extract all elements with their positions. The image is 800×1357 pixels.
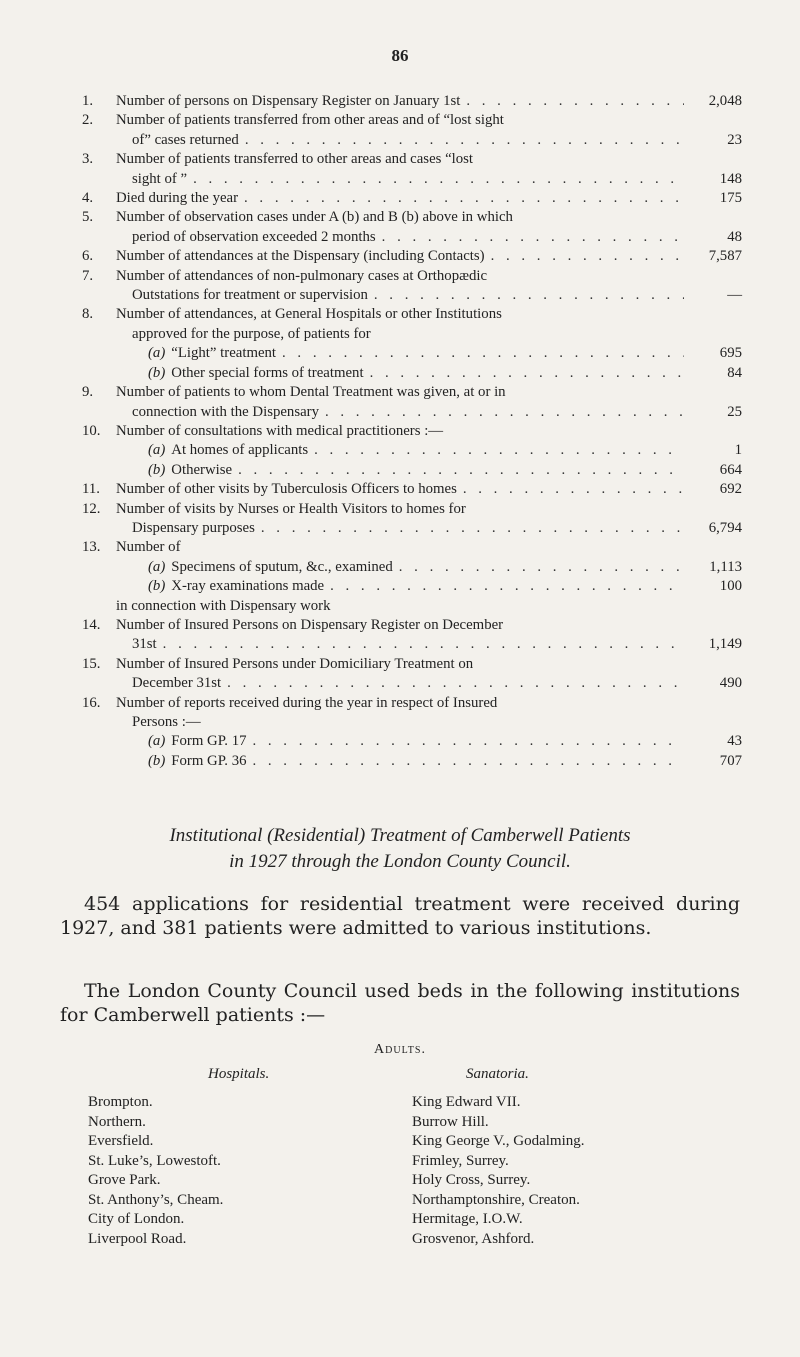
stat-text: Otherwise <box>171 461 233 478</box>
section-heading-line-2: in 1927 through the London County Council. <box>229 851 571 872</box>
stat-row <box>82 247 742 266</box>
dot-leader <box>244 189 684 208</box>
stat-text: Specimens of sputum, &c., examined <box>171 558 393 575</box>
stat-row <box>82 480 742 499</box>
stat-text: Other special forms of treatment <box>171 364 364 381</box>
stat-row <box>82 208 742 247</box>
stat-number: 9. <box>82 384 94 401</box>
stat-text: Number of visits by Nurses or Health Visitors to homes for <box>116 500 466 517</box>
stat-text: Number of Insured Persons under Domiciliary Treatment on <box>116 655 474 672</box>
hospital-item: St. Luke’s, Lowestoft. <box>88 1152 221 1169</box>
stat-number: 10. <box>82 422 101 439</box>
dot-leader <box>245 131 684 150</box>
stat-line <box>116 616 742 635</box>
stat-line <box>116 597 742 616</box>
dot-leader <box>374 286 684 305</box>
stat-number: 7. <box>82 267 94 284</box>
stat-text: Number of consultations with medical practitioners :— <box>116 422 444 439</box>
stat-text: Form GP. 36 <box>171 752 247 769</box>
stat-text: Number of attendances, at General Hospitals or other Institutions <box>116 306 502 323</box>
stat-sub-label: (a) <box>148 733 166 750</box>
stat-value: 100 <box>719 578 742 595</box>
dot-leader <box>238 461 684 480</box>
stat-line <box>116 325 742 344</box>
stat-line <box>116 364 742 383</box>
stat-text: Died during the year <box>116 190 239 207</box>
stat-line <box>116 732 742 751</box>
stat-text: of” cases returned <box>132 131 239 148</box>
stat-text: in connection with Dispensary work <box>116 597 331 614</box>
stat-row <box>82 150 742 189</box>
dot-leader <box>261 519 684 538</box>
stat-number: 8. <box>82 306 94 323</box>
stat-line <box>116 713 742 732</box>
hospital-item: Eversfield. <box>88 1133 154 1149</box>
dot-leader <box>370 364 684 383</box>
hospital-item: City of London. <box>88 1211 185 1227</box>
stat-line <box>116 752 742 771</box>
stat-row <box>82 655 742 694</box>
stat-value: 6,794 <box>708 519 742 536</box>
stat-line <box>116 441 742 460</box>
dot-leader <box>253 732 685 751</box>
stat-value: 48 <box>727 228 742 245</box>
stat-value: 2,048 <box>708 93 742 109</box>
stat-number: 11. <box>82 481 100 498</box>
stat-number: 4. <box>82 190 94 207</box>
stat-row <box>82 305 742 383</box>
stat-row <box>82 422 742 480</box>
stat-sub-label: (b) <box>148 461 166 478</box>
stat-value: 490 <box>719 675 742 692</box>
stat-line <box>116 286 742 305</box>
sanatorium-item: King Edward VII. <box>412 1094 521 1110</box>
section-heading <box>60 823 740 875</box>
hospital-item: St. Anthony’s, Cheam. <box>88 1191 224 1208</box>
adults-heading: Adults. <box>374 1042 426 1057</box>
stat-sub-label: (a) <box>148 345 166 362</box>
sanatorium-item: King George V., Godalming. <box>412 1133 585 1149</box>
stat-line <box>116 519 742 538</box>
stat-sub-label: (b) <box>148 364 166 381</box>
stat-number: 1. <box>82 93 94 109</box>
dot-leader <box>382 228 684 247</box>
stat-text: 31st <box>132 636 157 653</box>
stat-line <box>116 674 742 693</box>
stat-line <box>116 170 742 189</box>
sanatorium-item: Hermitage, I.O.W. <box>412 1211 523 1227</box>
statistics-list <box>82 92 742 771</box>
dot-leader <box>325 403 684 422</box>
stat-text: Form GP. 17 <box>171 733 247 750</box>
stat-line <box>116 92 742 111</box>
stat-text: Number of patients transferred to other areas and cases “lost <box>116 151 474 168</box>
stat-line <box>116 635 742 654</box>
stat-text: Number of patients to whom Dental Treatment was given, at or in <box>116 384 506 401</box>
stat-line <box>116 577 742 596</box>
stat-text: Number of persons on Dispensary Register on January 1st <box>116 93 461 109</box>
stat-line <box>116 208 742 227</box>
page-number: 86 <box>391 46 409 65</box>
stat-value: 695 <box>719 345 742 362</box>
stat-line <box>116 267 742 286</box>
dot-leader <box>463 480 684 499</box>
dot-leader <box>491 247 684 266</box>
stat-text: Number of Insured Persons on Dispensary Register on December <box>116 616 504 633</box>
stat-sub-label: (b) <box>148 578 166 595</box>
hospital-item: Brompton. <box>88 1094 153 1110</box>
stat-line <box>116 694 742 713</box>
stat-line <box>116 655 742 674</box>
stat-line <box>116 189 742 208</box>
stat-number: 14. <box>82 616 101 633</box>
stat-text: Number of attendances at the Dispensary (including Contacts) <box>116 248 485 265</box>
stat-sub-label: (b) <box>148 752 166 769</box>
stat-value: 692 <box>719 481 742 498</box>
stat-value: 84 <box>727 364 742 381</box>
stat-line <box>116 131 742 150</box>
stat-text: Number of patients transferred from other areas and of “lost sight <box>116 112 504 129</box>
stat-text: Dispensary purposes <box>132 519 255 536</box>
dot-leader <box>227 674 684 693</box>
stat-line <box>116 247 742 266</box>
stat-line <box>116 500 742 519</box>
stat-value: 43 <box>727 733 742 750</box>
sanatorium-item: Frimley, Surrey. <box>412 1152 509 1169</box>
stat-value: — <box>727 287 742 304</box>
stat-row <box>82 694 742 772</box>
stat-text: Number of observation cases under A (b) and B (b) above in which <box>116 209 513 226</box>
stat-number: 16. <box>82 694 101 711</box>
sanatorium-item: Grosvenor, Ashford. <box>412 1230 535 1247</box>
hospital-item: Grove Park. <box>88 1172 161 1188</box>
stat-text: X-ray examinations made <box>171 578 325 595</box>
stat-text: Outstations for treatment or supervision <box>132 287 368 304</box>
stat-row <box>82 383 742 422</box>
hospital-item: Northern. <box>88 1113 146 1130</box>
dot-leader <box>163 635 684 654</box>
dot-leader <box>193 170 684 189</box>
stat-number: 15. <box>82 655 101 672</box>
sanatoria-list <box>412 1093 585 1249</box>
stat-text: Number of attendances of non-pulmonary cases at Orthopædic <box>116 267 488 284</box>
stat-line <box>116 228 742 247</box>
stat-line <box>116 344 742 363</box>
stat-value: 707 <box>719 752 742 769</box>
sanatorium-item: Northamptonshire, Creaton. <box>412 1191 580 1208</box>
stat-row <box>82 538 742 616</box>
dot-leader <box>253 752 685 771</box>
stat-number: 6. <box>82 248 94 265</box>
stat-number: 12. <box>82 500 101 517</box>
stat-line <box>116 403 742 422</box>
dot-leader <box>314 441 684 460</box>
sanatoria-heading: Sanatoria. <box>466 1066 529 1082</box>
stat-value: 23 <box>727 131 742 148</box>
stat-number: 5. <box>82 209 94 226</box>
stat-number: 2. <box>82 112 94 129</box>
stat-line <box>116 422 742 441</box>
stat-sub-label: (a) <box>148 442 166 459</box>
stat-text: approved for the purpose, of patients for <box>132 325 371 342</box>
stat-number: 13. <box>82 539 101 556</box>
stat-text: Number of <box>116 539 181 556</box>
stat-value: 1 <box>734 442 742 459</box>
stat-value: 7,587 <box>708 248 742 265</box>
dot-leader <box>399 558 684 577</box>
stat-number: 3. <box>82 151 94 168</box>
paragraph-institutions: The London County Council used beds in the following institutions for Camberwell patients :— <box>60 980 740 1026</box>
stat-value: 148 <box>719 170 742 187</box>
stat-row <box>82 267 742 306</box>
stat-line <box>116 305 742 324</box>
stat-text: Number of other visits by Tuberculosis Officers to homes <box>116 481 457 498</box>
stat-value: 175 <box>719 190 742 207</box>
stat-text: December 31st <box>132 675 222 692</box>
stat-line <box>116 111 742 130</box>
stat-row <box>82 500 742 539</box>
stat-text: sight of ” <box>132 170 188 187</box>
stat-line <box>116 538 742 557</box>
hospitals-list <box>88 1093 223 1249</box>
stat-value: 1,149 <box>708 636 742 653</box>
stat-sub-label: (a) <box>148 558 166 575</box>
stat-value: 664 <box>719 461 742 478</box>
stat-line <box>116 150 742 169</box>
dot-leader <box>330 577 684 596</box>
stat-row <box>82 189 742 208</box>
stat-row <box>82 111 742 150</box>
stat-line <box>116 461 742 480</box>
sanatorium-item: Holy Cross, Surrey. <box>412 1172 531 1188</box>
stat-text: “Light” treatment <box>171 345 277 362</box>
sanatorium-item: Burrow Hill. <box>412 1113 489 1130</box>
stat-text: connection with the Dispensary <box>132 403 319 420</box>
stat-text: At homes of applicants <box>171 442 309 459</box>
stat-text: Number of reports received during the year in respect of Insured <box>116 694 498 711</box>
stat-row <box>82 92 742 111</box>
dot-leader <box>466 92 684 111</box>
paragraph-applications: 454 applications for residential treatment were received during 1927, and 381 patients were admitted to various institutions. <box>60 893 740 939</box>
stat-text: Persons :— <box>132 714 201 730</box>
stat-value: 25 <box>727 403 742 420</box>
stat-value: 1,113 <box>709 558 742 575</box>
stat-text: period of observation exceeded 2 months <box>132 228 376 245</box>
stat-line <box>116 480 742 499</box>
section-heading-line-1: Institutional (Residential) Treatment of Camberwell Patients <box>169 825 631 846</box>
stat-line <box>116 383 742 402</box>
dot-leader <box>282 344 684 363</box>
stat-row <box>82 616 742 655</box>
hospital-item: Liverpool Road. <box>88 1230 187 1247</box>
hospitals-heading: Hospitals. <box>208 1066 270 1082</box>
stat-line <box>116 558 742 577</box>
